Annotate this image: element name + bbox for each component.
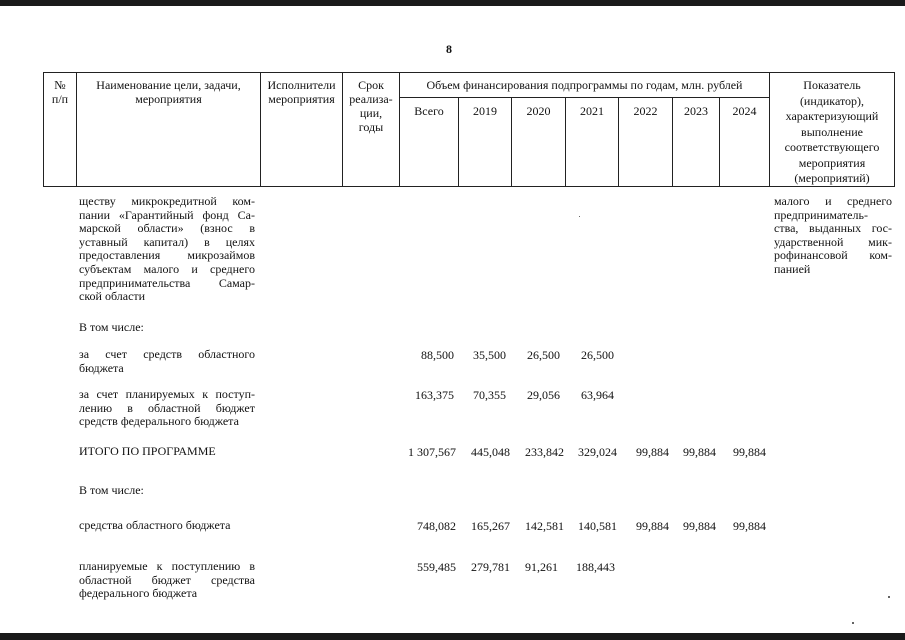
header-col-2021: 2021 xyxy=(580,104,604,118)
value-2020: 142,581 xyxy=(525,519,564,533)
scan-speck xyxy=(852,622,854,624)
value-2024: 99,884 xyxy=(733,445,766,459)
row-label-regional-funds xyxy=(79,519,255,533)
value-total: 163,375 xyxy=(415,388,454,402)
text-line: В том числе: xyxy=(79,320,144,334)
text-line: предпринимательства Самар- xyxy=(79,275,255,290)
text-line: ударственной мик- xyxy=(774,234,892,249)
text-line: предприниматель- xyxy=(774,207,868,222)
value-2021: 63,964 xyxy=(581,388,614,402)
header-col-2020: 2020 xyxy=(526,104,551,118)
header-col-2022: 2022 xyxy=(633,104,658,118)
text-line: средств федерального бюджета xyxy=(79,414,239,429)
header-bottom-rule xyxy=(43,186,895,187)
value-total: 88,500 xyxy=(421,348,454,362)
row-label-regional-budget xyxy=(79,348,255,375)
header-no: № п/п xyxy=(51,78,69,106)
text-line: пании «Гарантийный фонд Са- xyxy=(79,207,255,222)
value-2019: 445,048 xyxy=(471,445,510,459)
text-line: за счет планируемых к поступ- xyxy=(79,387,255,401)
value-2023: 99,884 xyxy=(683,445,716,459)
value-total: 748,082 xyxy=(417,519,456,533)
value-total: 1 307,567 xyxy=(408,445,456,459)
header-executors: Исполнители мероприятия xyxy=(267,78,336,106)
header-name: Наименование цели, задачи, мероприятия xyxy=(96,78,241,106)
value-total: 559,485 xyxy=(417,560,456,574)
value-2020: 29,056 xyxy=(527,388,560,402)
value-2019: 70,355 xyxy=(473,388,506,402)
value-2020: 26,500 xyxy=(527,348,560,362)
text-line: бюджета xyxy=(79,360,124,375)
text-line: В том числе: xyxy=(79,483,144,497)
header-col-total: Всего xyxy=(414,104,444,118)
text-line: малого и среднего xyxy=(774,194,892,208)
value-2021: 26,500 xyxy=(581,348,614,362)
text-line: планируемые к поступлению в xyxy=(79,559,255,573)
header-top-rule xyxy=(43,72,895,73)
text-line: за счет средств областного xyxy=(79,347,255,361)
row-label-including-1 xyxy=(79,321,255,335)
value-2022: 99,884 xyxy=(636,445,669,459)
row-label-federal-planned xyxy=(79,388,255,429)
value-2021: 140,581 xyxy=(578,519,617,533)
header-col-2019: 2019 xyxy=(473,104,497,118)
value-2021: 329,024 xyxy=(578,445,617,459)
years-rule xyxy=(399,97,769,98)
value-2024: 99,884 xyxy=(733,519,766,533)
header-indicator: Показатель (индикатор), характеризующий выполнение соответствующего мероприятия (мероприятий) xyxy=(784,78,880,185)
text-line: марской области» (взнос в xyxy=(79,221,255,236)
bottom-edge-bar xyxy=(0,633,905,640)
top-edge-bar xyxy=(0,0,905,6)
header-funding-title: Объем финансирования подпрограммы по годам, млн. рублей xyxy=(426,78,743,92)
text-line: ИТОГО ПО ПРОГРАММЕ xyxy=(79,444,216,458)
value-2020: 233,842 xyxy=(525,445,564,459)
text-line: ществу микрокредитной ком- xyxy=(79,194,255,208)
value-2019: 35,500 xyxy=(473,348,506,362)
text-line: уставный капитал) в целях xyxy=(79,234,255,249)
row-label-federal-funds xyxy=(79,560,255,601)
text-line: субъектам малого и среднего xyxy=(79,261,255,276)
text-line: ской области xyxy=(79,289,146,304)
text-line: областной бюджет средства xyxy=(79,572,255,587)
text-line: панией xyxy=(774,261,811,276)
text-line: лению в областной бюджет xyxy=(79,400,255,415)
continuation-measure-name xyxy=(79,195,255,304)
header-col-2024: 2024 xyxy=(732,104,757,118)
text-line: средства областного бюджета xyxy=(79,518,231,532)
scan-speck xyxy=(579,216,580,217)
text-line: ства, выданных гос- xyxy=(774,221,892,236)
value-2022: 99,884 xyxy=(636,519,669,533)
scan-speck xyxy=(888,596,890,598)
row-label-including-2 xyxy=(79,484,255,498)
header-term: Срок реализа- ции, годы xyxy=(349,78,393,134)
text-line: федерального бюджета xyxy=(79,586,198,601)
value-2020: 91,261 xyxy=(525,560,558,574)
text-line: рофинансовой ком- xyxy=(774,248,892,263)
vline xyxy=(894,72,895,187)
header-col-2023: 2023 xyxy=(684,104,708,118)
value-2019: 279,781 xyxy=(471,560,510,574)
value-2021: 188,443 xyxy=(576,560,615,574)
page-number: 8 xyxy=(446,42,452,56)
value-2019: 165,267 xyxy=(471,519,510,533)
row-label-program-total xyxy=(79,445,255,459)
value-2023: 99,884 xyxy=(683,519,716,533)
continuation-indicator xyxy=(774,195,892,277)
text-line: предоставления микрозаймов xyxy=(79,248,255,263)
